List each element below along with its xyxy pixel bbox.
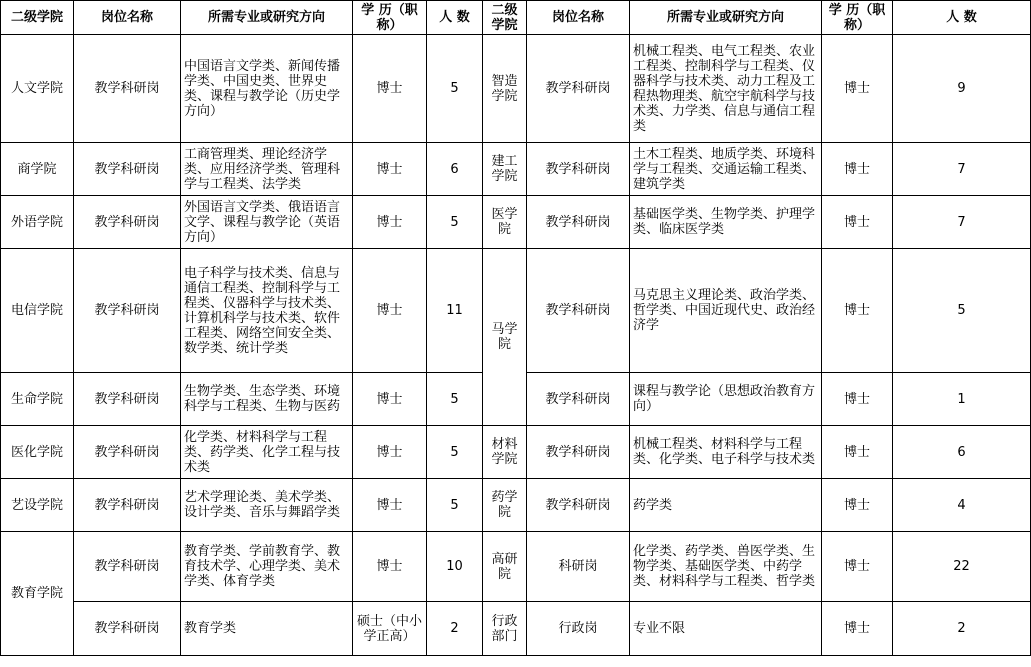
degree-cell-2: 博士	[822, 532, 893, 602]
header-college-2: 二级学院	[483, 1, 527, 35]
count-cell-2: 4	[893, 479, 1031, 532]
header-count-2: 人 数	[893, 1, 1031, 35]
position-cell: 教学科研岗	[74, 373, 181, 426]
position-cell-2: 教学科研岗	[527, 249, 630, 373]
college-cell-2: 高研院	[483, 532, 527, 602]
degree-cell-2: 博士	[822, 426, 893, 479]
college-cell-2: 马学院	[483, 249, 527, 426]
major-cell: 化学类、材料科学与工程类、药学类、化学工程与技术类	[181, 426, 353, 479]
degree-cell-2: 博士	[822, 143, 893, 196]
count-cell-2: 22	[893, 532, 1031, 602]
degree-cell: 硕士（中小学正高）	[353, 602, 427, 656]
header-position-2: 岗位名称	[527, 1, 630, 35]
degree-cell-2: 博士	[822, 196, 893, 249]
position-cell: 教学科研岗	[74, 196, 181, 249]
major-cell: 电子科学与技术类、信息与通信工程类、控制科学与工程类、仪器科学与技术类、计算机科学与技术类、软件工程类、网络空间安全类、数学类、统计学类	[181, 249, 353, 373]
table-row	[1, 532, 1031, 602]
position-cell-2: 教学科研岗	[527, 479, 630, 532]
degree-cell-2: 博士	[822, 602, 893, 656]
header-degree: 学 历（职称）	[353, 1, 427, 35]
table-row	[1, 143, 1031, 196]
count-cell: 5	[427, 426, 483, 479]
position-cell: 教学科研岗	[74, 479, 181, 532]
major-cell-2: 专业不限	[630, 602, 822, 656]
position-cell-2: 教学科研岗	[527, 143, 630, 196]
count-cell: 2	[427, 602, 483, 656]
count-cell-2: 7	[893, 143, 1031, 196]
major-cell-2: 土木工程类、地质学类、环境科学与工程类、交通运输工程类、建筑学类	[630, 143, 822, 196]
position-cell: 教学科研岗	[74, 532, 181, 602]
count-cell: 5	[427, 35, 483, 143]
table-row	[1, 602, 1031, 656]
header-row	[1, 1, 1031, 35]
college-cell: 人文学院	[1, 35, 74, 143]
degree-cell-2: 博士	[822, 479, 893, 532]
major-cell-2: 基础医学类、生物学类、护理学类、临床医学类	[630, 196, 822, 249]
count-cell: 5	[427, 479, 483, 532]
degree-cell: 博士	[353, 143, 427, 196]
college-cell: 艺设学院	[1, 479, 74, 532]
college-cell: 电信学院	[1, 249, 74, 373]
college-cell-2: 药学院	[483, 479, 527, 532]
college-cell-2: 行政部门	[483, 602, 527, 656]
position-cell: 教学科研岗	[74, 602, 181, 656]
major-cell-2: 药学类	[630, 479, 822, 532]
header-degree-2: 学 历（职称）	[822, 1, 893, 35]
college-cell-2: 建工学院	[483, 143, 527, 196]
count-cell: 11	[427, 249, 483, 373]
degree-cell: 博士	[353, 373, 427, 426]
count-cell: 6	[427, 143, 483, 196]
major-cell-2: 化学类、药学类、兽医学类、生物学类、基础医学类、中药学类、材料科学与工程类、哲学类	[630, 532, 822, 602]
table-row	[1, 479, 1031, 532]
degree-cell: 博士	[353, 196, 427, 249]
position-cell-2: 教学科研岗	[527, 35, 630, 143]
degree-cell: 博士	[353, 532, 427, 602]
major-cell: 外国语言文学类、俄语语言文学、课程与教学论（英语方向）	[181, 196, 353, 249]
major-cell-2: 课程与教学论（思想政治教育方向）	[630, 373, 822, 426]
college-cell-2: 智造学院	[483, 35, 527, 143]
table-row	[1, 196, 1031, 249]
major-cell: 生物学类、生态学类、环境科学与工程类、生物与医药	[181, 373, 353, 426]
count-cell-2: 6	[893, 426, 1031, 479]
degree-cell-2: 博士	[822, 249, 893, 373]
position-cell: 教学科研岗	[74, 249, 181, 373]
count-cell-2: 7	[893, 196, 1031, 249]
count-cell: 5	[427, 196, 483, 249]
college-cell: 医化学院	[1, 426, 74, 479]
major-cell: 艺术学理论类、美术学类、设计学类、音乐与舞蹈学类	[181, 479, 353, 532]
count-cell: 10	[427, 532, 483, 602]
degree-cell: 博士	[353, 249, 427, 373]
header-position: 岗位名称	[74, 1, 181, 35]
header-major: 所需专业或研究方向	[181, 1, 353, 35]
position-cell: 教学科研岗	[74, 35, 181, 143]
position-cell: 教学科研岗	[74, 143, 181, 196]
degree-cell: 博士	[353, 479, 427, 532]
table-row	[1, 426, 1031, 479]
position-cell: 教学科研岗	[74, 426, 181, 479]
position-cell-2: 科研岗	[527, 532, 630, 602]
major-cell-2: 机械工程类、电气工程类、农业工程类、控制科学与工程类、仪器科学与技术类、动力工程及工程热物理类、航空宇航科学与技术类、力学类、信息与通信工程类	[630, 35, 822, 143]
college-cell-2: 材料学院	[483, 426, 527, 479]
position-cell-2: 教学科研岗	[527, 426, 630, 479]
header-college: 二级学院	[1, 1, 74, 35]
position-cell-2: 教学科研岗	[527, 196, 630, 249]
position-cell-2: 教学科研岗	[527, 373, 630, 426]
college-cell: 教育学院	[1, 532, 74, 656]
count-cell-2: 1	[893, 373, 1031, 426]
count-cell: 5	[427, 373, 483, 426]
degree-cell: 博士	[353, 35, 427, 143]
table-row	[1, 35, 1031, 143]
college-cell: 外语学院	[1, 196, 74, 249]
college-cell: 商学院	[1, 143, 74, 196]
header-count: 人 数	[427, 1, 483, 35]
major-cell: 教育学类	[181, 602, 353, 656]
degree-cell: 博士	[353, 426, 427, 479]
major-cell: 工商管理类、理论经济学类、应用经济学类、管理科学与工程类、法学类	[181, 143, 353, 196]
count-cell-2: 9	[893, 35, 1031, 143]
degree-cell-2: 博士	[822, 373, 893, 426]
header-major-2: 所需专业或研究方向	[630, 1, 822, 35]
college-cell: 生命学院	[1, 373, 74, 426]
count-cell-2: 2	[893, 602, 1031, 656]
degree-cell-2: 博士	[822, 35, 893, 143]
major-cell-2: 马克思主义理论类、政治学类、哲学类、中国近现代史、政治经济学	[630, 249, 822, 373]
major-cell-2: 机械工程类、材料科学与工程类、化学类、电子科学与技术类	[630, 426, 822, 479]
college-cell-2: 医学院	[483, 196, 527, 249]
position-cell-2: 行政岗	[527, 602, 630, 656]
major-cell: 教育学类、学前教育学、教育技术学、心理学类、美术学类、体育学类	[181, 532, 353, 602]
table-row	[1, 249, 1031, 373]
major-cell: 中国语言文学类、新闻传播学类、中国史类、世界史类、课程与教学论（历史学方向）	[181, 35, 353, 143]
count-cell-2: 5	[893, 249, 1031, 373]
